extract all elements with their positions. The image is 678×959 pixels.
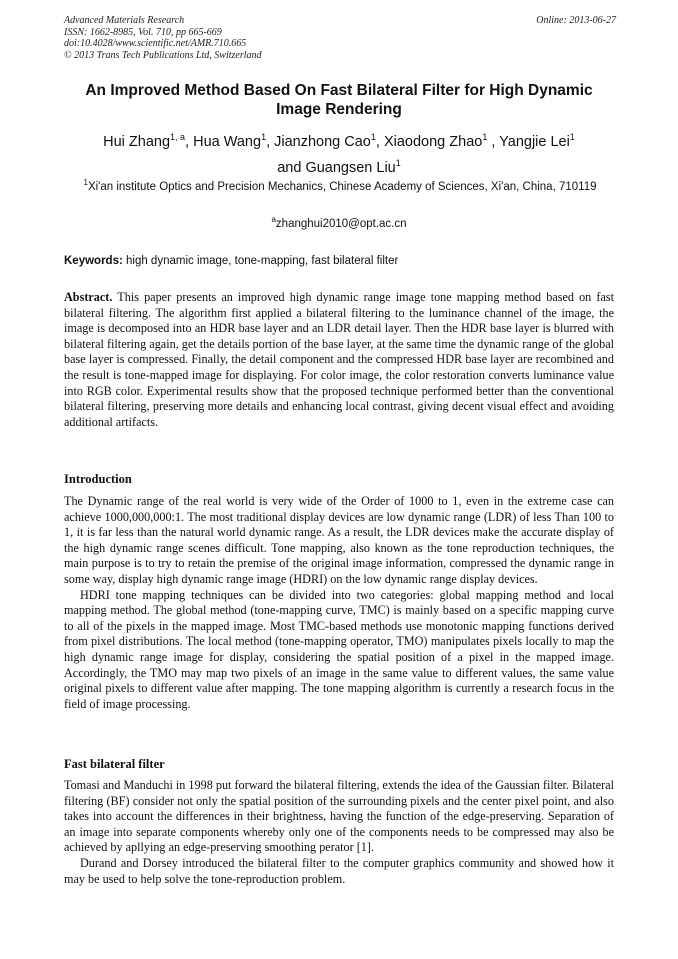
affiliation: [80, 180, 600, 195]
journal-name: Advanced Materials Research: [64, 15, 185, 26]
email-address: zhanghui2010@opt.ac.cn: [275, 218, 407, 230]
keywords: [64, 255, 614, 267]
author-affil-sup: 1: [569, 132, 575, 143]
paragraph: The Dynamic range of the real world is very wide of the Order of 1000 to 1, even in the extreme case can achieve 1000,000,000:1. The most traditional display devices are low dynamic range (LDR) of less Than 100 to 1, it is far less than the natural world dynamic range. As a result, the LDR devices make the accurate display of the high dynamic range scenes difficult. Tone mapping, also known as the tone reproduction techniques, the main purpose is to try to retain the premise of the original image information, compressed the dynamic range in some way, display high dynamic range image (HDRI) on the low dynamic range display devices.: [64, 494, 614, 586]
journal-header: [64, 15, 262, 61]
abstract-label: Abstract.: [64, 290, 113, 304]
author-name: Jianzhong Cao: [274, 134, 371, 150]
author-name: Yangjie Lei: [499, 134, 570, 150]
author-affil-sup: 1: [482, 132, 488, 143]
author-name: and Guangsen Liu: [277, 160, 396, 176]
email-line: [64, 215, 614, 230]
author-list: [64, 129, 614, 181]
section-heading-introduction: Introduction: [64, 472, 132, 486]
keywords-label: Keywords:: [64, 255, 123, 267]
section-heading-fast-bilateral: Fast bilateral filter: [64, 757, 165, 771]
fast-bilateral-body: [64, 778, 614, 887]
affiliation-text: Xi'an institute Optics and Precision Mechanics, Chinese Academy of Sciences, Xi'an, China, 710119: [87, 181, 597, 193]
paper-title: An Improved Method Based On Fast Bilateral Filter for High Dynamic Image Rendering: [85, 82, 593, 118]
online-date: Online: 2013-06-27: [536, 15, 616, 26]
paragraph: HDRI tone mapping techniques can be divided into two categories: global mapping method and local mapping method. The global method (tone-mapping curve, TMC) is mainly based on a specific mapping curve to all of the pixels in the mapped image. Most TMC-based methods use monotonic mapping functions derived from pixel distributions. The local method (tone-mapping operator, TMO) manipulates pixels locally to map the high dynamic range image for display, considering the spatial position of a pixel in the mapped image. Accordingly, the TMO may map two pixels of an image in the same value to different values, the same value original pixels to different value after mapping. The tone mapping algorithm is currently a research focus in the field of image processing.: [64, 587, 614, 711]
abstract: [64, 290, 614, 430]
keywords-text: high dynamic image, tone-mapping, fast bilateral filter: [122, 255, 399, 267]
abstract-text: This paper presents an improved high dynamic range image tone mapping method based on fast bilateral filtering. The algorithm first applied a bilateral filtering to the luminance channel of the image, the image is decomposed into an HDR base layer and an LDR detail layer. Then the HDR base layer is blurred with bilateral filtering again, get the details portion of the base layer, at the same time the dynamic range of the global base layer is compressed. Finally, the detail component and the compressed HDR base layer are recombined and the result is tone-mapped image for displaying. For color image, the color restoration converts luminance value into RGB color. Experimental results show that the proposed technique performed better than the conventional bilateral filtering, preserving more details and enhancing local contrast, giving decent visual effect and avoiding additional artifacts.: [64, 290, 614, 429]
paragraph: Durand and Dorsey introduced the bilateral filter to the computer graphics community and showed how it may be used to help solve the tone-reproduction problem.: [64, 855, 614, 886]
copyright-line: © 2013 Trans Tech Publications Ltd, Switzerland: [64, 49, 262, 61]
affiliation-sup: 1: [83, 178, 88, 188]
issn-line: ISSN: 1662-8985, Vol. 710, pp 665-669: [64, 26, 222, 38]
author-name: Hui Zhang: [103, 134, 171, 150]
author-affil-sup: 1: [395, 158, 401, 169]
author-affil-sup: 1: [261, 132, 267, 143]
author-affil-sup: 1: [370, 132, 376, 143]
email-sup: a: [271, 215, 276, 225]
introduction-body: [64, 494, 614, 712]
author-separator: ,: [185, 134, 194, 150]
author-separator: ,: [487, 134, 500, 150]
author-separator: ,: [266, 134, 275, 150]
paragraph: Tomasi and Manduchi in 1998 put forward the bilateral filtering, extends the idea of the Gaussian filter. Bilateral filtering (BF) consider not only the spatial position of the surrounding pixels and the center pixel point, and also takes into account the differences in their brightness, having the function of the edge-preserving. Separation of an image into separate components whereby only one of the components needs to be compressed may also be achieved by apllying an edge-preserving smoothing perator [1].: [64, 778, 614, 855]
author-separator: ,: [375, 134, 384, 150]
author-affil-sup: 1, a: [170, 132, 186, 143]
author-name: Hua Wang: [193, 134, 262, 150]
doi-line: doi:10.4028/www.scientific.net/AMR.710.665: [64, 38, 247, 49]
author-name: Xiaodong Zhao: [383, 134, 483, 150]
